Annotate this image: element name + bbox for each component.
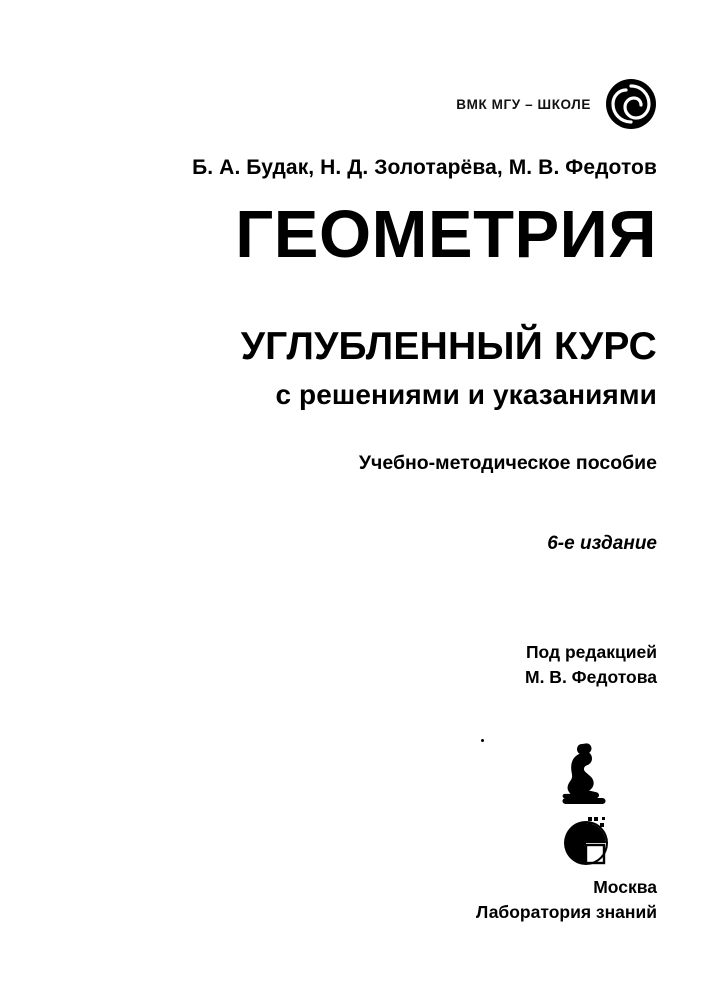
editor-prefix: Под редакцией <box>525 642 657 662</box>
thinker-statue-icon <box>558 742 614 808</box>
publisher-name: Лаборатория знаний <box>475 902 657 923</box>
editor-block <box>0 640 657 691</box>
subtitle-primary: УГЛУБЛЕННЫЙ КУРС <box>240 325 657 368</box>
page-title: ГЕОМЕТРИЯ <box>235 197 657 272</box>
publication-kind: Учебно-методическое пособие <box>358 452 657 474</box>
series-label: ВМК МГУ – ШКОЛЕ <box>456 96 591 112</box>
publisher-city: Москва <box>593 877 657 897</box>
publisher-block <box>0 875 657 926</box>
laboratory-of-knowledge-logo-icon <box>558 815 614 871</box>
edition-label: 6-е издание <box>547 533 657 554</box>
series-block <box>456 78 657 130</box>
subtitle-secondary: с решениями и указаниями <box>275 379 657 410</box>
authors-line: Б. А. Будак, Н. Д. Золотарёва, М. В. Федотов <box>192 156 657 179</box>
spiral-logo-icon <box>605 78 657 130</box>
page-dot-mark <box>481 739 484 742</box>
editor-name: М. В. Федотова <box>525 667 657 688</box>
